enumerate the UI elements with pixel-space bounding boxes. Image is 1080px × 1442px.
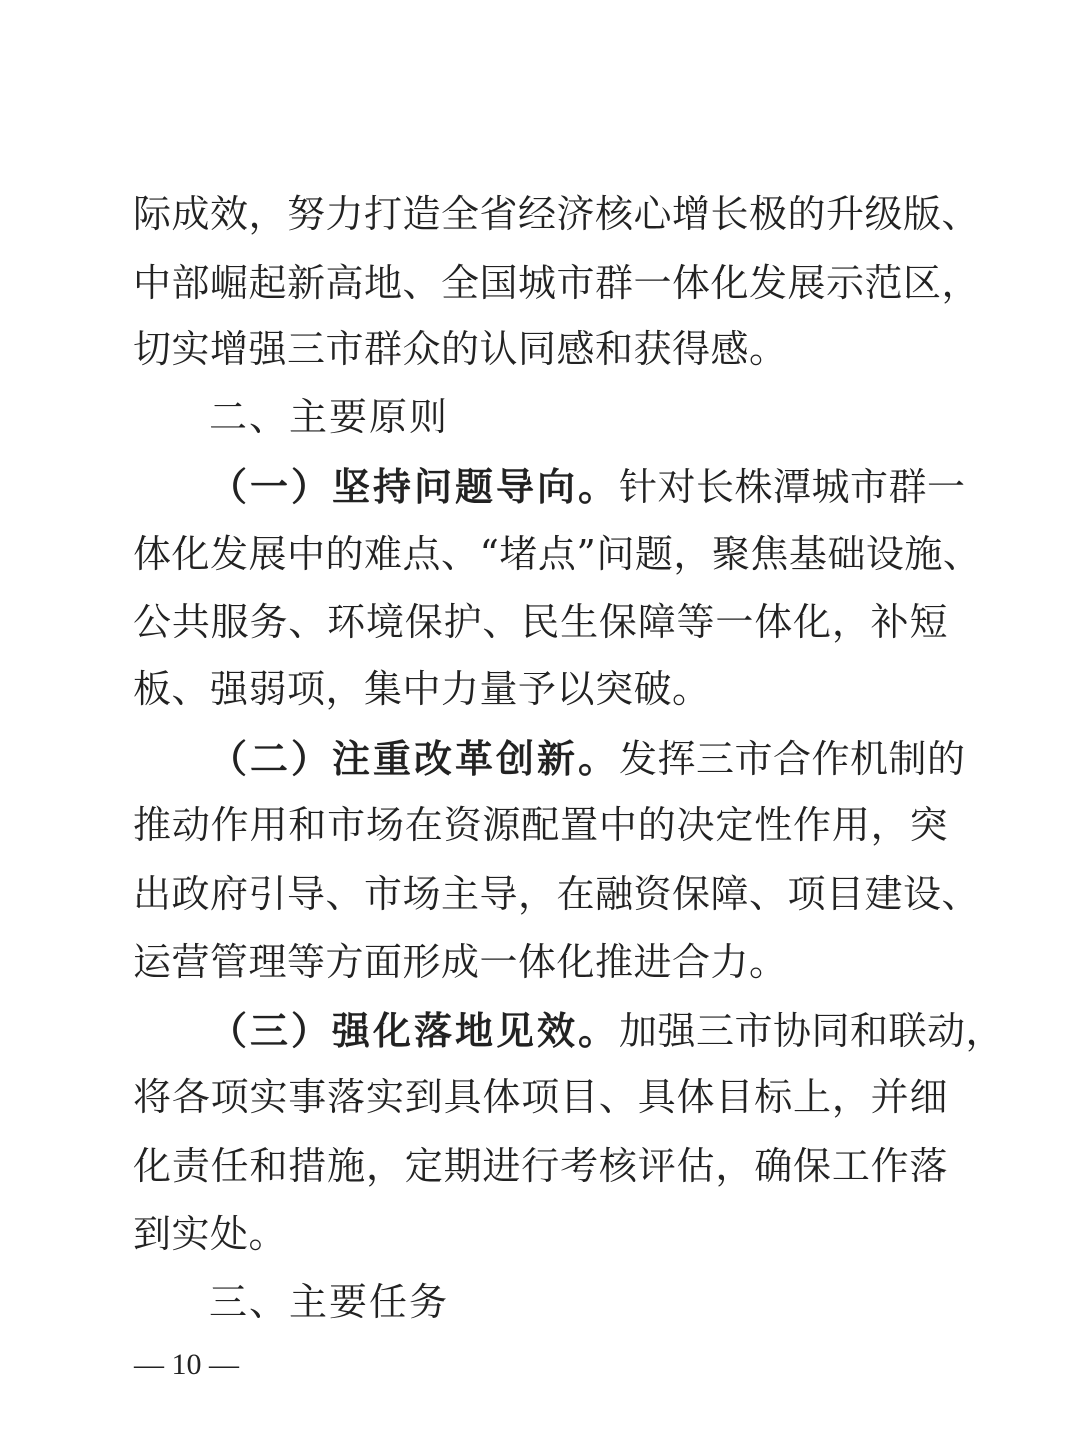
paragraph-line: 运营管理等方面形成一体化推进合力。 <box>133 940 788 984</box>
principle-title: （二）注重改革创新。 <box>209 737 620 781</box>
paragraph-line: 将各项实事落实到具体项目、具体目标上，并细 <box>133 1075 948 1119</box>
principle-text: 加强三市协同和联动， <box>619 1009 1005 1053</box>
principle-text: 针对长株潭城市群一 <box>619 465 966 509</box>
principle-first-line <box>209 731 966 787</box>
paragraph-line: 化责任和措施，定期进行考核评估，确保工作落 <box>133 1144 948 1188</box>
section-heading: 二、主要原则 <box>209 395 450 439</box>
paragraph-line: 体化发展中的难点、“堵点”问题，聚焦基础设施、 <box>133 532 982 576</box>
paragraph-line: 到实处。 <box>133 1212 288 1256</box>
paragraph-line: 际成效，努力打造全省经济核心增长极的升级版、 <box>133 192 981 236</box>
principle-title: （三）强化落地见效。 <box>209 1009 620 1053</box>
principle-text: 发挥三市合作机制的 <box>619 737 966 781</box>
section-heading: 三、主要任务 <box>209 1280 450 1324</box>
paragraph-line: 推动作用和市场在资源配置中的决定性作用，突 <box>133 803 948 847</box>
paragraph-line: 切实增强三市群众的认同感和获得感。 <box>133 327 788 371</box>
paragraph-line: 公共服务、环境保护、民生保障等一体化，补短 <box>133 600 948 644</box>
paragraph-line: 板、强弱项，集中力量予以突破。 <box>133 667 711 711</box>
principle-first-line <box>209 1003 1005 1059</box>
paragraph-line: 中部崛起新高地、全国城市群一体化发展示范区， <box>133 261 981 305</box>
paragraph-line: 出政府引导、市场主导，在融资保障、项目建设、 <box>133 872 981 916</box>
principle-first-line <box>209 459 966 515</box>
principle-title: （一）坚持问题导向。 <box>209 465 620 509</box>
page-number: — 10 — <box>134 1348 239 1381</box>
